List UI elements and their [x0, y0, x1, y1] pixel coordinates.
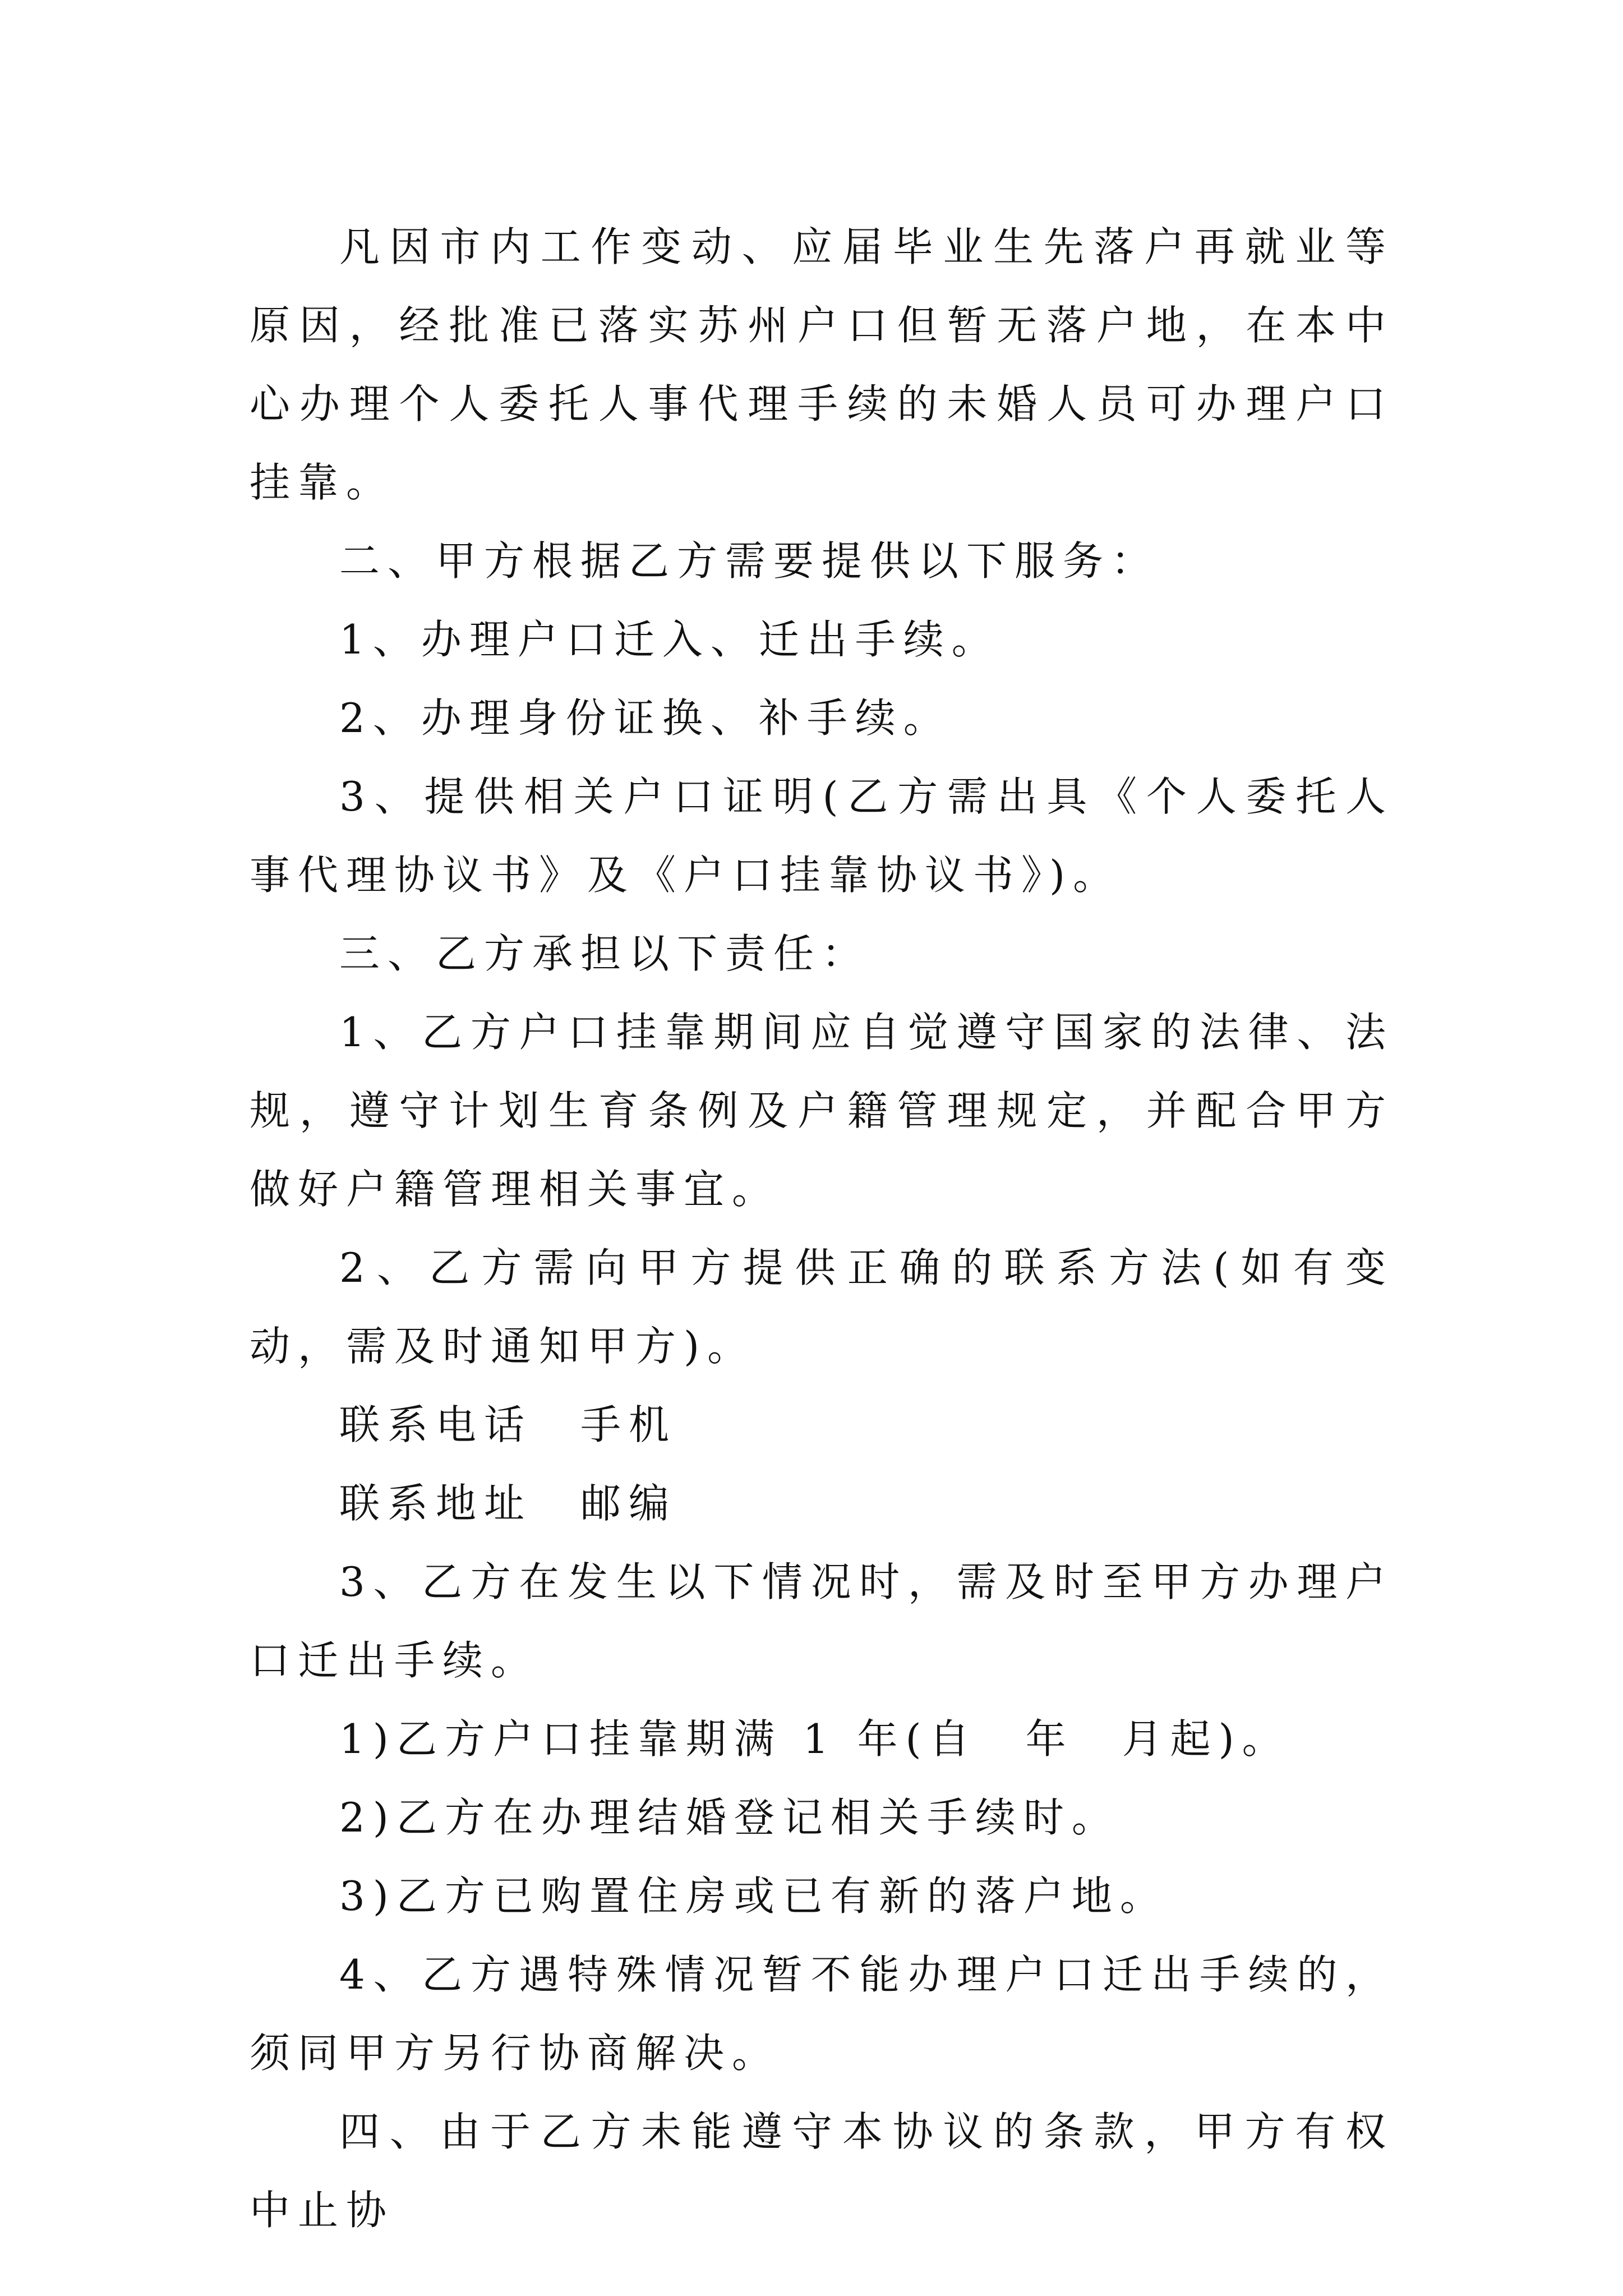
paragraph-contact-phone: 联系电话 手机 — [339, 1401, 677, 1448]
paragraph-contact-address: 联系地址 邮编 — [339, 1480, 677, 1527]
paragraph-duty-3-item-1: 1)乙方户口挂靠期满 1 年(自 年 月起)。 — [339, 1715, 1290, 1763]
paragraph-duty-1: 1、乙方户口挂靠期间应自觉遵守国家的法律、法规，遵守计划生育条例及户籍管理规定，并配合甲方做好户籍管理相关事宜。 — [250, 1009, 1394, 1213]
paragraph-duty-4: 4、乙方遇特殊情况暂不能办理户口迁出手续的，须同甲方另行协商解决。 — [250, 1951, 1394, 2077]
paragraph-section-4: 四、由于乙方未能遵守本协议的条款，甲方有权中止协 — [250, 2108, 1394, 2234]
paragraph-duty-3: 3、乙方在发生以下情况时，需及时至甲方办理户口迁出手续。 — [250, 1558, 1394, 1684]
paragraph-service-3: 3、提供相关户口证明(乙方需出具《个人委托人事代理协议书》及《户口挂靠协议书》)。 — [250, 773, 1394, 899]
paragraph-section-3-heading: 三、乙方承担以下责任： — [339, 930, 870, 977]
paragraph-duty-3-item-2: 2)乙方在办理结婚登记相关手续时。 — [339, 1794, 1120, 1841]
paragraph-service-1: 1、办理户口迁入、迁出手续。 — [339, 616, 1000, 663]
document-body — [250, 208, 1394, 2249]
paragraph-section-2-heading: 二、甲方根据乙方需要提供以下服务： — [339, 537, 1160, 585]
paragraph-service-2: 2、办理身份证换、补手续。 — [339, 694, 952, 742]
paragraph-intro: 凡因市内工作变动、应届毕业生先落户再就业等原因，经批准已落实苏州户口但暂无落户地，在本中心办理个人委托人事代理手续的未婚人员可办理户口挂靠。 — [250, 223, 1394, 506]
paragraph-duty-3-item-3: 3)乙方已购置住房或已有新的落户地。 — [339, 1872, 1168, 1920]
paragraph-duty-2: 2、乙方需向甲方提供正确的联系方法(如有变动，需及时通知甲方)。 — [250, 1244, 1394, 1370]
